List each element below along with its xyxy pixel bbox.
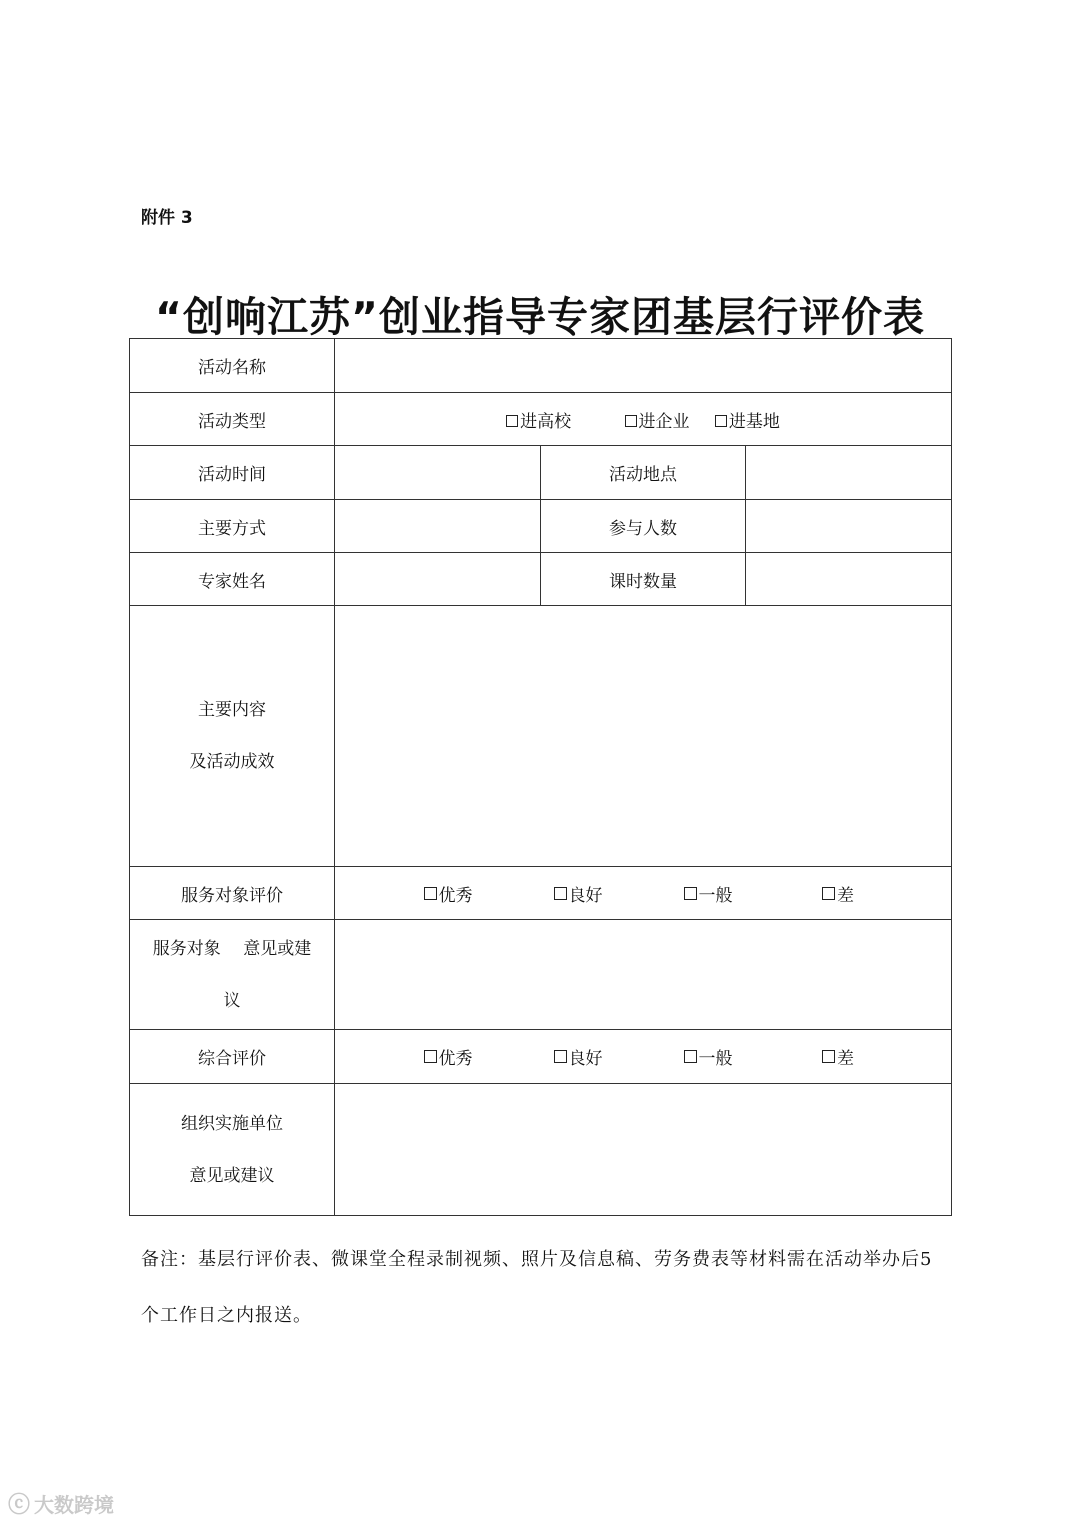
label-main-method: 主要方式 (130, 500, 335, 553)
checkbox-icon[interactable] (554, 887, 567, 900)
label-expert-name: 专家姓名 (130, 553, 335, 606)
label-service-feedback-line2: 议 (223, 990, 241, 1011)
row-org-feedback (130, 1084, 952, 1216)
logo-icon: ⓒ (8, 1493, 31, 1518)
label-main-content (130, 606, 335, 867)
rating-average[interactable]: 一般 (643, 1044, 773, 1069)
label-service-feedback (130, 920, 335, 1030)
row-main-content (130, 606, 952, 867)
field-main-content[interactable] (335, 606, 952, 867)
label-activity-time: 活动时间 (130, 446, 335, 500)
field-activity-name[interactable] (335, 339, 952, 393)
label-org-feedback-line1: 组织实施单位 (181, 1113, 283, 1134)
field-service-eval (335, 867, 952, 920)
row-overall-eval (130, 1030, 952, 1084)
label-org-feedback (130, 1084, 335, 1216)
rating-good[interactable]: 良好 (513, 881, 643, 906)
option-university[interactable]: 进高校 (506, 407, 571, 432)
checkbox-icon[interactable] (424, 1050, 437, 1063)
page-title: “创响江苏”创业指导专家团基层行评价表 (155, 293, 925, 341)
label-class-hours: 课时数量 (541, 553, 746, 606)
rating-poor[interactable]: 差 (773, 1044, 903, 1069)
field-overall-eval (335, 1030, 952, 1084)
field-activity-time[interactable] (335, 446, 541, 500)
row-activity-name (130, 339, 952, 393)
rating-excellent[interactable]: 优秀 (383, 881, 513, 906)
label-activity-type: 活动类型 (130, 393, 335, 446)
rating-good[interactable]: 良好 (513, 1044, 643, 1069)
watermark (8, 1488, 114, 1519)
field-service-feedback[interactable] (335, 920, 952, 1030)
footnote: 备注：基层行评价表、微课堂全程录制视频、照片及信息稿、劳务费表等材料需在活动举办后5个工作日之内报送。 (141, 1249, 933, 1326)
checkbox-icon[interactable] (554, 1050, 567, 1063)
rating-poor[interactable]: 差 (773, 881, 903, 906)
field-participants[interactable] (746, 500, 952, 553)
row-service-feedback (130, 920, 952, 1030)
row-main-method (130, 500, 952, 553)
field-activity-location[interactable] (746, 446, 952, 500)
watermark-text: 大数跨境 (34, 1493, 115, 1517)
label-activity-name: 活动名称 (130, 339, 335, 393)
rating-excellent[interactable]: 优秀 (383, 1044, 513, 1069)
label-service-eval: 服务对象评价 (130, 867, 335, 920)
field-class-hours[interactable] (746, 553, 952, 606)
attachment-label: 附件 3 (141, 208, 193, 228)
label-main-content-line2: 及活动成效 (189, 752, 275, 772)
checkbox-icon[interactable] (684, 1050, 697, 1063)
field-expert-name[interactable] (335, 553, 541, 606)
label-overall-eval: 综合评价 (130, 1030, 335, 1084)
row-activity-type (130, 393, 952, 446)
field-main-method[interactable] (335, 500, 541, 553)
label-participants: 参与人数 (541, 500, 746, 553)
rating-average[interactable]: 一般 (643, 881, 773, 906)
row-service-eval (130, 867, 952, 920)
option-enterprise[interactable]: 进企业 (625, 407, 690, 432)
checkbox-icon[interactable] (684, 887, 697, 900)
row-expert-name (130, 553, 952, 606)
checkbox-icon[interactable] (625, 415, 637, 427)
row-activity-time (130, 446, 952, 500)
checkbox-icon[interactable] (822, 887, 835, 900)
label-org-feedback-line2: 意见或建议 (189, 1165, 275, 1186)
checkbox-icon[interactable] (715, 415, 727, 427)
checkbox-icon[interactable] (424, 887, 437, 900)
label-main-content-line1: 主要内容 (198, 700, 266, 720)
checkbox-icon[interactable] (822, 1050, 835, 1063)
label-service-feedback-line1: 服务对象 意见或建 (152, 938, 312, 959)
label-activity-location: 活动地点 (541, 446, 746, 500)
checkbox-icon[interactable] (506, 415, 518, 427)
evaluation-form (129, 338, 952, 1216)
option-base[interactable]: 进基地 (715, 407, 780, 432)
field-activity-type (335, 393, 952, 446)
field-org-feedback[interactable] (335, 1084, 952, 1216)
